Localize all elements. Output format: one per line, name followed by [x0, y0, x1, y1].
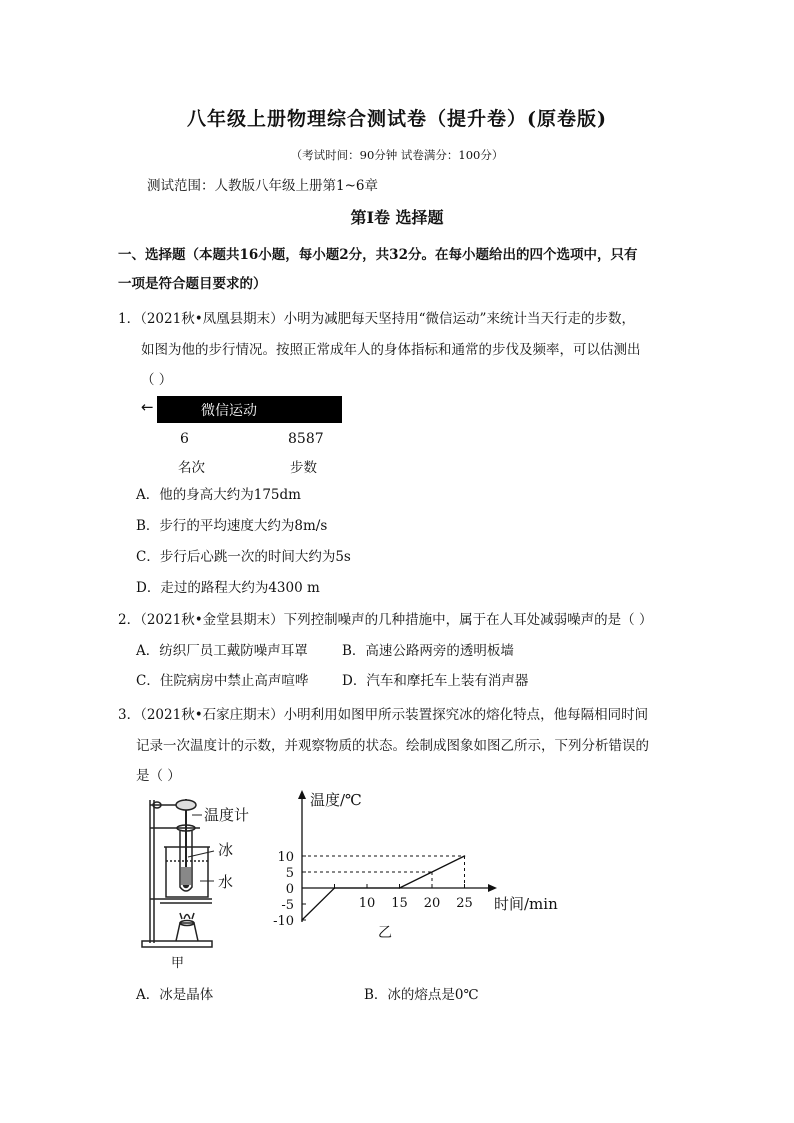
q1-option-a: A．他的身高大约为175dm [136, 487, 301, 503]
y-tick-label: 5 [285, 866, 294, 881]
rank-value: 6 [180, 431, 189, 447]
figure-jia-caption: 甲 [171, 956, 185, 971]
page-title: 八年级上册物理综合测试卷（提升卷）(原卷版) [187, 108, 607, 130]
x-axis-label: 时间/min [494, 895, 558, 913]
series-segment [302, 888, 335, 920]
back-arrow-icon: ← [141, 398, 154, 416]
data-point [399, 887, 401, 889]
q1-option-b: B．步行的平均速度大约为8m/s [136, 518, 328, 534]
water-label: 水 [218, 873, 234, 891]
q2-stem: 2．（2021秋•金堂县期末）下列控制噪声的几种措施中，属于在人耳处减弱噪声的是（ ） [118, 612, 653, 628]
x-tick-label: 25 [456, 896, 473, 911]
y-tick-label: -10 [273, 914, 294, 929]
q3-answer-blank: 是（ ） [136, 768, 181, 784]
data-point [301, 919, 303, 921]
q2-option-b: B．高速公路两旁的透明板墙 [342, 643, 514, 659]
q1-answer-blank: （ ） [141, 372, 173, 388]
figure-yi-caption: 乙 [378, 925, 392, 941]
q1-stem-line-2: 如图为他的步行情况。按照正常成年人的身体指标和通常的步伐及频率，可以估测出 [141, 342, 641, 358]
q1-option-d: D．走过的路程大约为4300 m [136, 580, 320, 596]
y-tick-label: -5 [281, 898, 294, 913]
q3-stem-line-1: 3．（2021秋•石家庄期末）小明利用如图甲所示装置探究冰的熔化特点，他每隔相同时间 [118, 707, 649, 723]
data-point [334, 887, 336, 889]
y-axis-arrow [298, 790, 306, 799]
ice-label: 冰 [218, 841, 234, 859]
exam-info: （考试时间：90分钟 试卷满分：100分） [290, 148, 504, 162]
thermometer-label: 温度计 [204, 806, 250, 824]
series-segment [400, 856, 465, 888]
section-heading: 第Ⅰ卷 选择题 [350, 208, 444, 227]
y-tick-label: 0 [285, 882, 294, 897]
data-point [464, 855, 466, 857]
steps-value: 8587 [288, 431, 324, 447]
steps-label: 步数 [290, 460, 317, 476]
flame [184, 915, 190, 920]
x-axis-arrow [488, 884, 497, 892]
q3-stem-line-2: 记录一次温度计的示数，并观察物质的状态。绘制成图象如图乙所示，下列分析错误的 [136, 738, 649, 754]
stand-base [142, 941, 212, 947]
q2-option-c: C．住院病房中禁止高声喧哗 [136, 673, 309, 689]
wechat-sport-title: 微信运动 [201, 403, 257, 419]
q3-option-a: A．冰是晶体 [136, 987, 214, 1003]
ice [181, 867, 191, 885]
temperature-time-chart [270, 785, 580, 970]
y-axis-label: 温度/℃ [310, 791, 362, 809]
instructions-line-1: 一、选择题（本题共16小题，每小题2分，共32分。在每小题给出的四个选项中，只有 [118, 247, 638, 263]
x-tick-label: 15 [391, 896, 408, 911]
q2-option-d: D．汽车和摩托车上装有消声器 [342, 673, 529, 689]
x-tick-label: 20 [423, 896, 441, 911]
ice-melting-apparatus [140, 795, 265, 975]
rank-label: 名次 [178, 460, 205, 476]
instructions-line-2: 一项是符合题目要求的） [118, 276, 267, 292]
q3-option-b: B．冰的熔点是0℃ [364, 987, 479, 1003]
x-tick-label: 10 [358, 896, 376, 911]
q2-option-a: A．纺织厂员工戴防噪声耳罩 [136, 643, 308, 659]
test-scope: 测试范围：人教版八年级上册第1~6章 [147, 178, 378, 194]
wechat-sport-bar [157, 396, 342, 423]
q1-stem-line-1: 1．（2021秋•凤凰县期末）小明为减肥每天坚持用“微信运动”来统计当天行走的步数， [118, 311, 635, 327]
q1-option-c: C．步行后心跳一次的时间大约为5s [136, 549, 351, 565]
y-tick-label: 10 [277, 850, 294, 865]
